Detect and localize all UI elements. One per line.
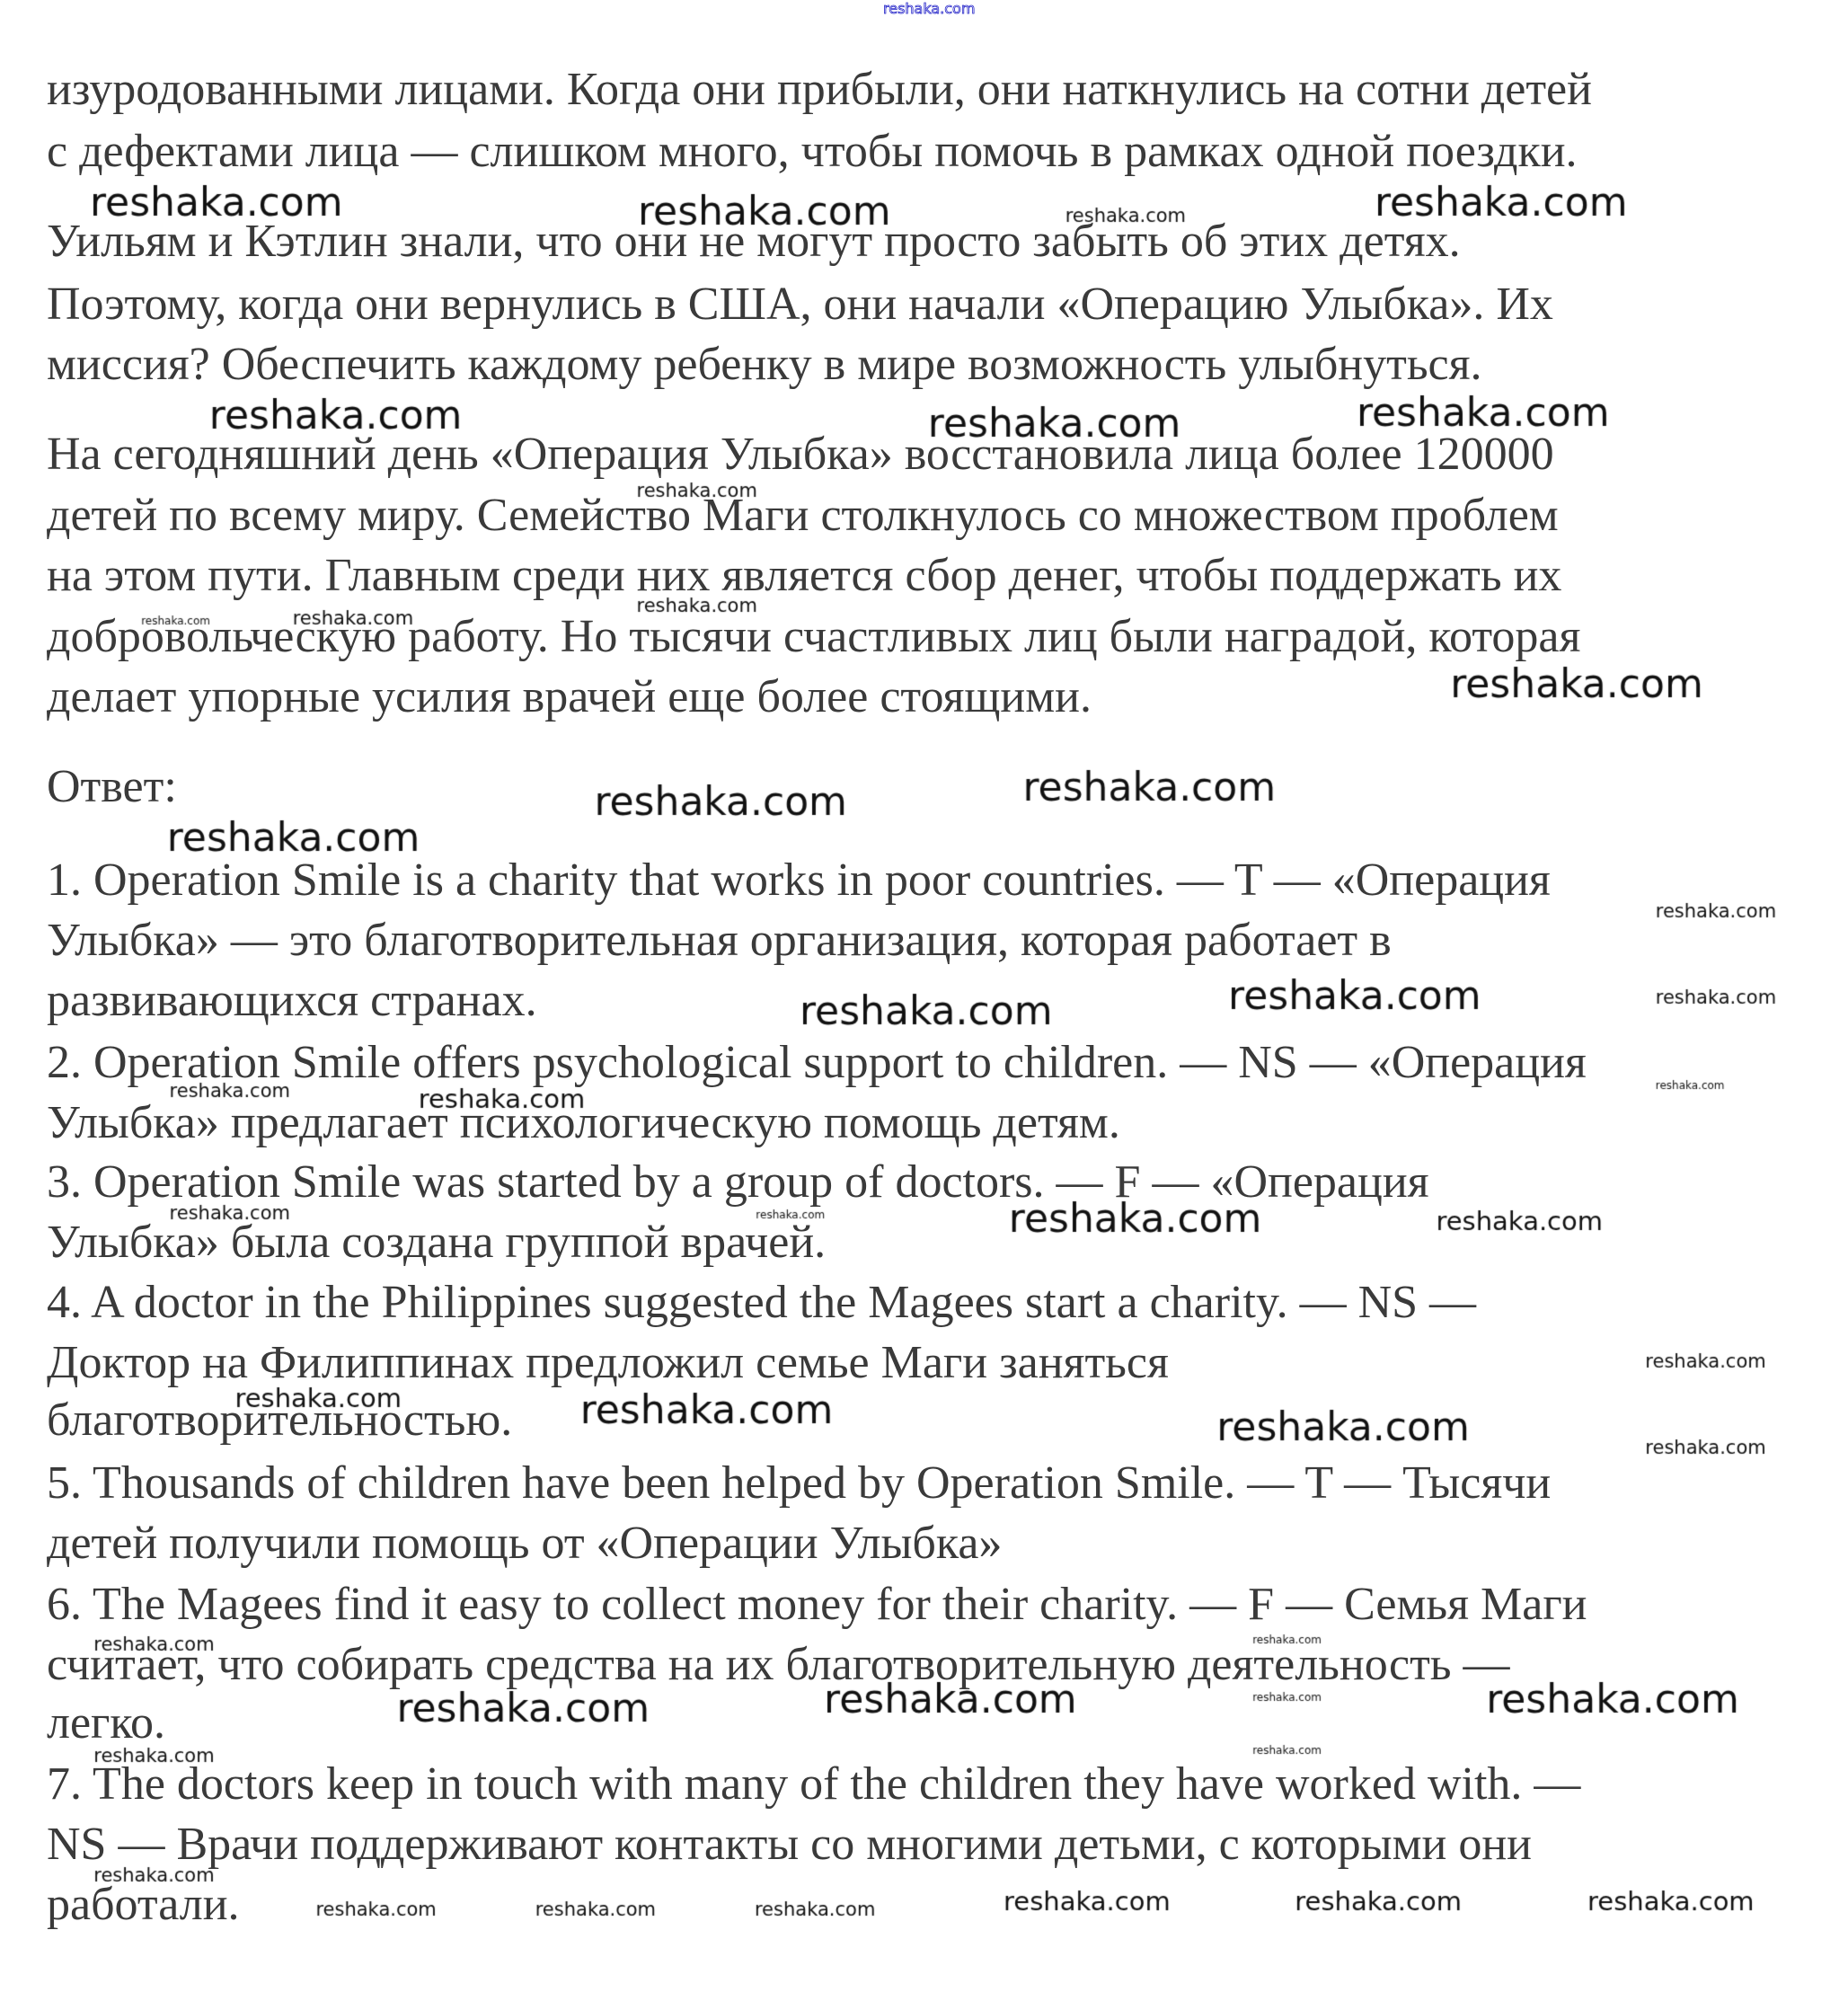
text-line: добровольческую работу. Но тысячи счастливых лиц были наградой, которая — [47, 610, 1581, 662]
text-line: Ответ: — [47, 760, 177, 812]
text-line: благотворительностью. — [47, 1395, 513, 1447]
text-line: Поэтому, когда они вернулись в США, они начали «Операцию Улыбка». Их — [47, 278, 1553, 330]
text-line: миссия? Обеспечить каждому ребенку в мире возможность улыбнуться. — [47, 338, 1482, 390]
text-line: изуродованными лицами. Когда они прибыли, они наткнулись на сотни детей — [47, 63, 1592, 115]
text-line: легко. — [47, 1697, 165, 1749]
text-line: Улыбка» предлагает психологическую помощь детям. — [47, 1096, 1120, 1148]
text-line: с дефектами лица — слишком много, чтобы помочь в рамках одной поездки. — [47, 125, 1578, 177]
text-line: развивающихся странах. — [47, 975, 537, 1027]
text-line: считает, что собирать средства на их благотворительную деятельность — — [47, 1638, 1510, 1690]
text-line: Улыбка» была создана группой врачей. — [47, 1216, 827, 1268]
text-line: 7. The doctors keep in touch with many of the children they have worked with. — — [47, 1758, 1581, 1810]
text-line: 4. A doctor in the Philippines suggested the Magees start a charity. — NS — — [47, 1276, 1477, 1328]
text-line: детей по всему миру. Семейство Маги столкнулось со множеством проблем — [47, 490, 1559, 542]
text-line: делает упорные усилия врачей еще более стоящими. — [47, 670, 1092, 722]
text-line: Улыбка» — это благотворительная организация, которая работает в — [47, 915, 1392, 967]
text-line: Уильям и Кэтлин знали, что они не могут просто забыть об этих детях. — [47, 215, 1461, 267]
text-line: 6. The Magees find it easy to collect money for their charity. — F — Семья Маги — [47, 1578, 1587, 1630]
text-line: Доктор на Филиппинах предложил семье Маги заняться — [47, 1337, 1169, 1389]
text-line: 5. Thousands of children have been helped by Operation Smile. — T — Тысячи — [47, 1457, 1552, 1510]
text-line: NS — Врачи поддерживают контакты со многими детьми, с которыми они — [47, 1818, 1532, 1870]
text-line: 2. Operation Smile offers psychological support to children. — NS — «Операция — [47, 1036, 1587, 1088]
text-line: На сегодняшний день «Операция Улыбка» восстановила лица более 120000 — [47, 428, 1554, 480]
text-line: 1. Operation Smile is a charity that works in poor countries. — T — «Операция — [47, 854, 1551, 906]
text-line: детей получили помощь от «Операции Улыбка» — [47, 1518, 1003, 1570]
header-watermark: reshaka.com — [883, 0, 976, 17]
text-line: на этом пути. Главным среди них является сбор денег, чтобы поддержать их — [47, 550, 1562, 602]
text-line: 3. Operation Smile was started by a group of doctors. — F — «Операция — [47, 1156, 1429, 1208]
text-line: работали. — [47, 1878, 240, 1930]
